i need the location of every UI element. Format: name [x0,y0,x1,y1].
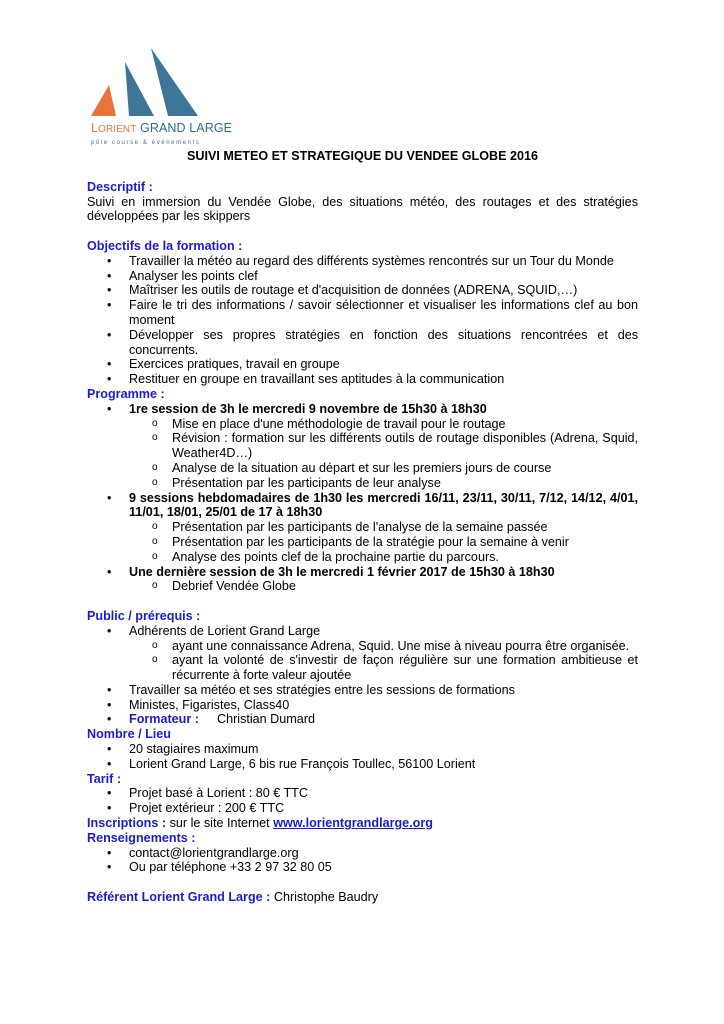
list-item: o Présentation par les participants de leur analyse [129,476,638,491]
list-item: • Lorient Grand Large, 6 bis rue François Toullec, 56100 Lorient [87,757,638,772]
public-heading: Public / prérequis : [87,608,201,623]
website-link[interactable]: www.lorientgrandlarge.org [273,816,433,831]
inscriptions-text: sur le site Internet [166,816,274,831]
list-item: • Travailler sa météo et ses stratégies entre les sessions de formations [87,683,638,698]
list-item: • Exercices pratiques, travail en groupe [87,357,638,372]
session-title: Une dernière session de 3h le mercredi 1 février 2017 de 15h30 à 18h30 [129,564,555,579]
referent-label: Référent Lorient Grand Large : [87,890,271,905]
list-item: o Présentation par les participants de l'analyse de la semaine passée [129,520,638,535]
logo-wordmark: LORIENT GRAND LARGE [91,121,233,135]
renseignements-list [87,846,638,876]
nombre-list [87,742,638,772]
list-item: o Debrief Vendée Globe [129,579,638,594]
list-item: o Analyse des points clef de la prochaine partie du parcours. [129,550,638,565]
sail-blue-left-icon [125,62,154,116]
logo-tagline: pôle course & événements [91,140,201,146]
referent-name: Christophe Baudry [270,890,379,905]
list-item: o Présentation par les participants de la stratégie pour la semaine à venir [129,535,638,550]
list-item: o Révision : formation sur les différents outils de routage disponibles (Adrena, Squid, Weather4D…) [129,431,638,461]
programme-session [87,565,638,595]
objectifs-heading: Objectifs de la formation : [87,238,243,253]
formateur-item [87,712,638,727]
list-item: o ayant la volonté de s'investir de façon régulière sur une formation ambitieuse et récurrente à forte valeur ajoutée [129,653,638,683]
list-item: • Analyser les points clef [87,269,638,284]
programme-heading: Programme : [87,386,165,401]
document-title: SUIVI METEO ET STRATEGIQUE DU VENDEE GLOBE 2016 [186,149,539,163]
list-item: o Mise en place d'une méthodologie de travail pour le routage [129,417,638,432]
tarif-heading: Tarif : [87,771,122,786]
list-item: • Projet basé à Lorient : 80 € TTC [87,786,638,801]
formateur-label: Formateur : [129,712,199,727]
inscriptions-line [87,816,638,831]
session-title: 9 sessions hebdomadaires de 1h30 les mercredi 16/11, 23/11, 30/11, 7/12, 14/12, 4/01, 11/01, 18/01, 25/01 de 17 à 18h30 [129,490,638,520]
referent-line [87,890,638,905]
sail-orange-icon [91,85,116,116]
programme-session [87,402,638,491]
session-title: 1re session de 3h le mercredi 9 novembre de 15h30 à 18h30 [129,401,487,416]
sail-blue-right-icon [151,48,198,116]
programme-list [87,402,638,594]
list-item: • Ministes, Figaristes, Class40 [87,698,638,713]
document-body [87,149,638,905]
list-item: • Restituer en groupe en travaillant ses aptitudes à la communication [87,372,638,387]
list-item: • Projet extérieur : 200 € TTC [87,801,638,816]
renseignements-heading: Renseignements : [87,830,196,845]
nombre-heading: Nombre / Lieu [87,727,171,742]
tarif-list [87,786,638,816]
descriptif-text: Suivi en immersion du Vendée Globe, des situations météo, des routages et des stratégies développées par les skippers [87,194,638,224]
inscriptions-label: Inscriptions : [87,816,167,831]
public-list [87,624,638,728]
programme-session [87,491,638,565]
list-item: o Analyse de la situation au départ et sur les premiers jours de course [129,461,638,476]
list-item: • Ou par téléphone +33 2 97 32 80 05 [87,860,638,875]
list-item: • 20 stagiaires maximum [87,742,638,757]
list-item: • Adhérents de Lorient Grand Large o ayant une connaissance Adrena, Squid. Une mise à niveau pourra être organisée. o ayant la volonté de s'investir de façon régulière sur une formation ambitieuse et récurrente à forte valeur ajoutée [87,624,638,683]
descriptif-heading: Descriptif : [87,179,153,194]
list-item: • Faire le tri des informations / savoir sélectionner et visualiser les informations clef au bon moment [87,298,638,328]
list-item: • contact@lorientgrandlarge.org [87,846,638,861]
list-item: • Maîtriser les outils de routage et d'acquisition de données (ADRENA, SQUID,…) [87,283,638,298]
list-item: • Travailler la météo au regard des différents systèmes rencontrés sur un Tour du Monde [87,254,638,269]
objectifs-list [87,254,638,387]
list-item: • Développer ses propres stratégies en fonction des situations rencontrées et des concurrents. [87,328,638,358]
list-item: o ayant une connaissance Adrena, Squid. Une mise à niveau pourra être organisée. [129,639,638,654]
formateur-name: Christian Dumard [216,712,315,727]
